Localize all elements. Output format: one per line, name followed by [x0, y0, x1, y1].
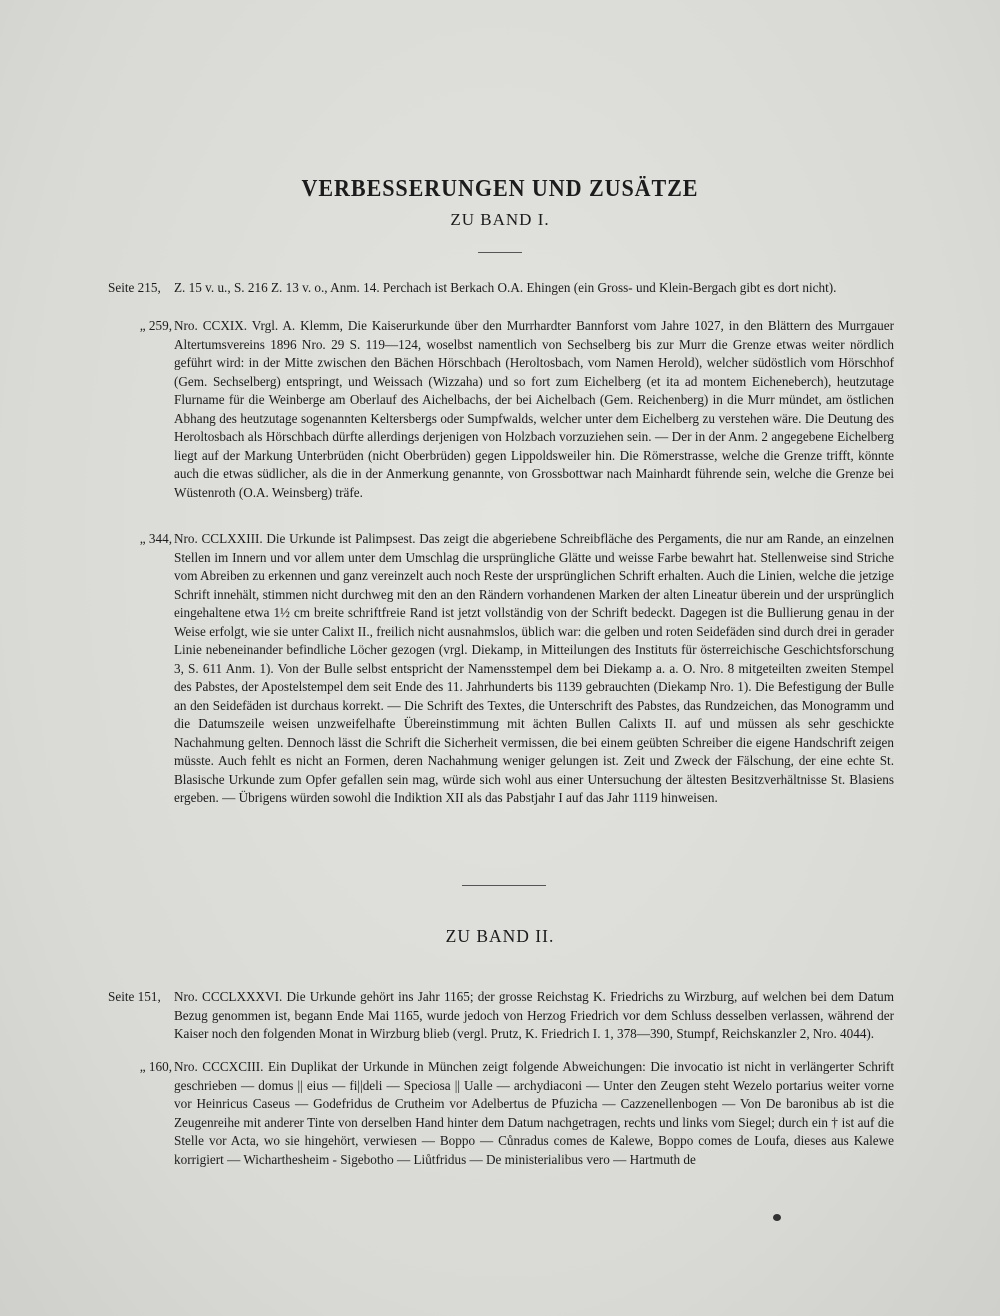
entry-text: Nro. CCLXXIII. Die Urkunde ist Palimpsest. Das zeigt die abgeriebene Schreibfläche des Pergaments, die nur am Rande, an einzelnen Stellen im Innern und vor allem unter dem Umschlag die ursprüngliche Glätte und weisse Farbe bewahrt hat. Stellenweise sind Striche vom Abreiben zu erkennen und ganz vereinzelt auch noch Reste der ursprünglichen Schrift erhalten. Auch die Linien, welche die jetzige Schrift innehält, stimmen nicht durchweg mit den an den Rändern vorhandenen Marken der alten Lineatur überein und der ursprünglich eingehaltene etwa 1½ cm breite schriftfreie Rand ist jetzt vollständig von der Schrift bedeckt. Dagegen ist die Bullierung genau in der Weise erfolgt, wie sie unter Calixt II., freilich nicht ausnahmslos, üblich war: die gelben und roten Seidefäden sind durch drei in gerader Linie nebeneinander befindliche Löcher gezogen (vrgl. Diekamp, in Mitteilungen des Instituts für österreichische Geschichtsforschung 3, S. 611 Anm. 1). Von der Bulle selbst entspricht der Namensstempel dem bei Diekamp a. a. O. Nro. 8 mitgeteilten zweiten Stempel des Pabstes, der Apostelstempel dem seit Ende des 11. Jahrhunderts bis 1139 gebrauchten (Diekamp Nro. 1). Die Befestigung der Bulle an den Seidefäden ist durchaus korrekt. — Die Schrift des Textes, die Unterschrift des Pabstes, das Rundzeichen, das Monogramm und die Datumszeile weisen unzweifelhafte Übereinstimmung mit ächten Bullen Calixts II. auf und müssen als sehr geschickte Nachahmung gelten. Dennoch lässt die Schrift die Sicherheit vermissen, die bei einem geübten Schreiber die eigene Handschrift zeigen müsste. Auch fehlt es nicht an Formen, deren Nachahmung weniger gelungen ist. Zeit und Zweck der Fälschung, der eine echte St. Blasische Urkunde zum Opfer gefallen sein mag, würde sich wohl aus einer Untersuchung der ältesten Besitzverhältnisse St. Blasiens ergeben. — Übrigens würden sowohl die Indiktion XII als das Pabstjahr I auf das Jahr 1119 hinweisen. — [174, 531, 894, 805]
section-heading-band-1: ZU BAND I. — [450, 210, 550, 229]
page-reference: „ 259, — [139, 318, 172, 333]
section-heading-band-2: ZU BAND II. — [445, 926, 555, 946]
entry-text: Nro. CCCXCIII. Ein Duplikat der Urkunde in München zeigt folgende Abweichungen: Die invocatio ist nicht in verlängerter Schrift geschrieben — domus || eius — fi||deli — Speciosa || Ualle — archydiaconi — Unter den Zeugen steht Wezelo portarius weiter vorne vor Heinricus Caseus — Godefridus de Crutheim vor Adelbertus de Pfuzicha — Cazzenellenbogen — Von De baronibus ab ist die Zeugenreihe mit anderer Tinte von derselben Hand hinter dem Datum nachgetragen, rechts und links vom Siegel; durch ein † ist auf die Stelle vor Acta, wo sie hingehört, verwiesen — Boppo — Cůnradus comes de Kalewe, Boppo comes de Loufa, dieses aus Kalewe korrigiert — Wicharthesheim - Sigebotho — Liůtfridus — De ministerialibus vero — Hartmuth de — [174, 1059, 894, 1167]
entry-text: Z. 15 v. u., S. 216 Z. 13 v. o., Anm. 14. Perchach ist Berkach O.A. Ehingen (ein Gross- und Klein-Bergach gibt es dort nicht). — [174, 280, 837, 295]
correction-entry — [108, 988, 894, 1044]
page-title: VERBESSERUNGEN UND ZUSÄTZE — [301, 176, 699, 202]
page-reference: Seite 215, — [108, 280, 161, 295]
entry-text: Nro. CCCLXXXVI. Die Urkunde gehört ins Jahr 1165; der grosse Reichstag K. Friedrichs zu Wirzburg, auf welchen bei dem Datum Bezug genommen ist, begann Ende Mai 1165, wurde jedoch von Herzog Friedrich vor dem Schluss desselben verlassen, während der Kaiser noch den folgenden Monat in Wirzburg blieb (vergl. Prutz, K. Friedrich I. 1, 378—390, Stumpf, Reichskanzler 2, Nro. 4044). — [174, 989, 894, 1041]
entry-text: Nro. CCXIX. Vrgl. A. Klemm, Die Kaiserurkunde über den Murrhardter Bannforst vom Jahre 1027, in den Blättern des Murrgauer Altertumsvereins 1896 Nro. 29 S. 119—124, woselbst namentlich von Sechselberg bis zur Murr die Grenze etwas weiter nördlich geführt wird: in der Mitte zwischen den Bächen Hörschbach (Heroltosbach, vom Namen Herold), welcher südöstlich vom Hörschhof (Gem. Sechselberg) entspringt, und Weissach (Wizzaha) und so fort zum Eichelberg (et ita ad montem Eicheneberch), heutzutage Flurname für die Weinberge am Oberlauf des Aichelbachs, der bei Aichelbach (Gem. Reichenberg) in die Murr mündet, am östlichen Abhang des heutzutage sogenannten Keltersbergs oder Sumpfwalds, welcher unter dem Eichelberg zu verstehen wäre. Die Deutung des Heroltosbach als Hörschbach dürfte allerdings derjenigen von Holzbach vorzuziehen sein. — Der in der Anm. 2 angegebene Eichelberg liegt auf der Markung Unterbrüden (nicht Oberbrüden) gegen Lippoldsweiler hin. Die Römerstrasse, welche die Grenze trifft, könnte auch die etwas südlicher, als die in der Anmerkung genannte, von Grossbottwar nach Mainhardt führende sein, welche die Grenze bei Wüstenroth (O.A. Weinsberg) träfe. — [174, 318, 894, 500]
correction-entry — [108, 530, 894, 808]
ink-blot — [773, 1214, 781, 1221]
page-reference: „ 160, — [139, 1059, 172, 1074]
correction-entry — [108, 317, 894, 502]
correction-entry — [108, 1058, 894, 1169]
correction-entry — [108, 279, 894, 298]
divider-rule — [462, 885, 546, 886]
page-reference: „ 344, — [139, 531, 172, 546]
page-reference: Seite 151, — [108, 989, 161, 1004]
divider-rule — [478, 252, 522, 253]
